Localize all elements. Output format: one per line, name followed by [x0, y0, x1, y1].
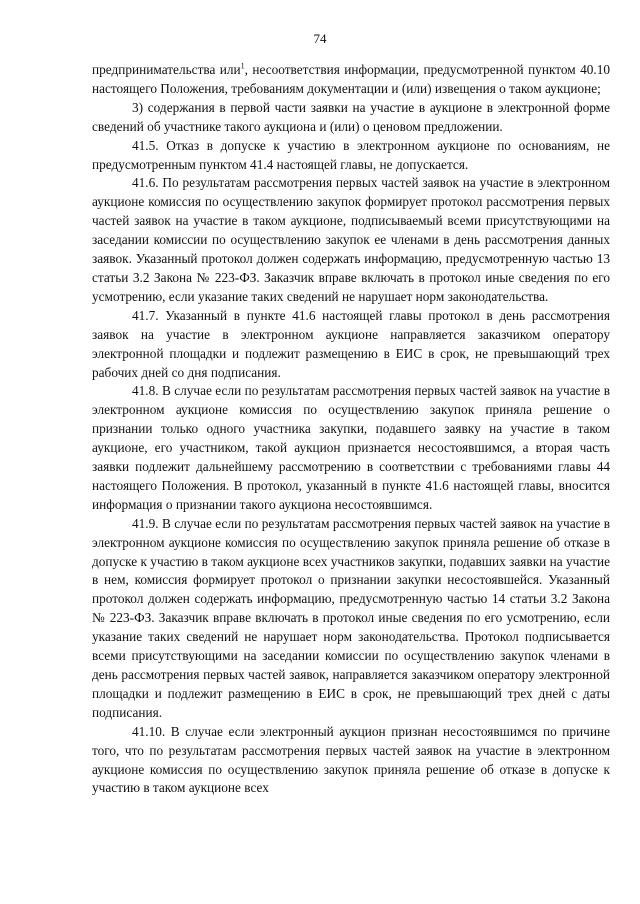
paragraph-item-3: 3) содержания в первой части заявки на участие в аукционе в электронной форме сведений об участнике такого аукциона и (или) о ценовом предложении.	[92, 99, 610, 134]
paragraph-text: предпринимательства или	[92, 62, 241, 77]
paragraph-41-5: 41.5. Отказ в допуске к участию в электронном аукционе по основаниям, не предусмотренным пунктом 41.4 настоящей главы, не допускается.	[92, 137, 610, 172]
paragraph-41-7: 41.7. Указанный в пункте 41.6 настоящей главы протокол в день рассмотрения заявок на участие в электронном аукционе направляется заказчиком оператору электронной площадки и подлежит размещению в ЕИС в срок, не превышающий трех рабочих дней со дня подписания.	[92, 307, 610, 380]
paragraph-41-8: 41.8. В случае если по результатам рассмотрения первых частей заявок на участие в электронном аукционе комиссия по осуществлению закупок приняла решение о признании только одного участника закупки, подавшего заявку на участие в таком аукционе, его участником, такой аукцион признается несостоявшимся, а вторая часть заявки подлежит дальнейшему рассмотрению в соответствии с требованиями главы 44 настоящего Положения. В протокол, указанный в пункте 41.6 настоящей главы, вносится информация о признании такого аукциона несостоявшимся.	[92, 383, 610, 512]
paragraph-text: , несоответствия информации, предусмотренной пунктом 40.10 настоящего Положения, требованиям документации и (или) извещения о таком аукционе;	[92, 62, 610, 96]
paragraph-41-6: 41.6. По результатам рассмотрения первых частей заявок на участие в электронном аукционе комиссия по осуществлению закупок формирует протокол рассмотрения первых частей заявок на участие в таком аукционе, подписываемый всеми присутствующими на заседании комиссии по осуществлению закупок ее членами в день рассмотрения данных заявок. Указанный протокол должен содержать информацию, предусмотренную частью 13 статьи 3.2 Закона № 223-ФЗ. Заказчик вправе включать в протокол иные сведения по его усмотрению, если указание таких сведений не нарушает норм законодательства.	[92, 175, 610, 304]
footnote-reference[interactable]: 1	[240, 61, 245, 71]
paragraph-41-10: 41.10. В случае если электронный аукцион признан несостоявшимся по причине того, что по результатам рассмотрения первых частей заявок на участие в электронном аукционе комиссия по осуществлению закупок приняла решение об отказе в допуске к участию в таком аукционе всех	[92, 723, 610, 796]
paragraph-continuation	[92, 61, 610, 99]
page-number: 74	[313, 31, 327, 46]
document-body	[92, 61, 610, 798]
paragraph-41-9: 41.9. В случае если по результатам рассмотрения первых частей заявок на участие в электронном аукционе комиссия по осуществлению закупок приняла решение об отказе в допуске к участию в таком аукционе всех участников закупки, подавших заявки на участие в нем, комиссия формирует протокол о признании закупки несостоявшейся. Указанный протокол должен содержать информацию, предусмотренную частью 14 статьи 3.2 Закона № 223-ФЗ. Заказчик вправе включать в протокол иные сведения по его усмотрению, если указание таких сведений не нарушает норм законодательства. Протокол подписывается всеми присутствующими на заседании комиссии по осуществлению закупок членами в день рассмотрения первых частей заявок, направляется заказчиком оператору электронной площадки и подлежит размещению в ЕИС в срок, не превышающий трех дней с даты подписания.	[92, 515, 610, 720]
